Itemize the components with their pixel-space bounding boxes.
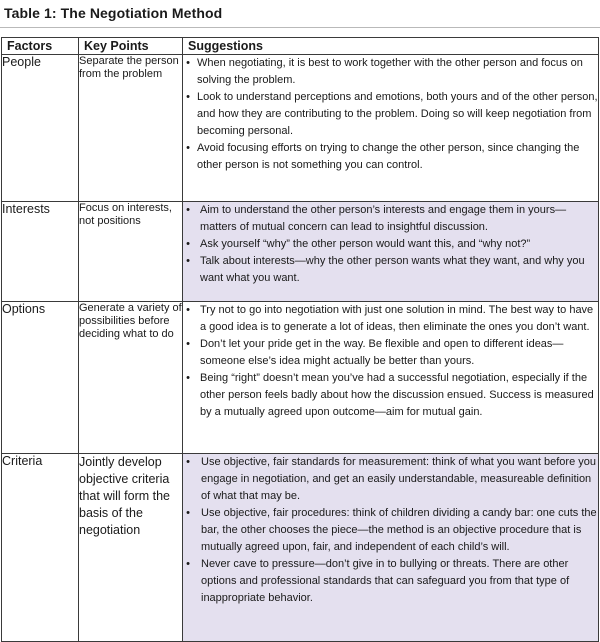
suggestion-item: [183, 89, 598, 140]
header-key-points: Key Points: [79, 38, 183, 55]
bullet-icon: •: [186, 57, 190, 69]
suggestion-item: [183, 556, 598, 607]
factor-cell: Options: [2, 302, 79, 454]
bullet-icon: •: [186, 255, 190, 267]
bullet-icon: •: [186, 304, 190, 316]
suggestion-text: Ask yourself “why” the other person would want this, and “why not?”: [200, 238, 531, 250]
bullet-icon: •: [186, 372, 190, 384]
suggestions-cell: [183, 302, 599, 454]
factor-cell: Criteria: [2, 454, 79, 642]
header-row: [2, 38, 599, 55]
suggestion-text: Aim to understand the other person’s interests and engage them in yours—matters of mutual concern can lead to insightful discussion.: [200, 204, 567, 233]
suggestion-text: Avoid focusing efforts on trying to change the other person, since changing the other person is not something you can control.: [197, 142, 580, 171]
table-row-interests: [2, 202, 599, 302]
suggestion-item: [183, 505, 598, 556]
bullet-icon: •: [186, 238, 190, 250]
suggestion-text: When negotiating, it is best to work together with the other person and focus on solving the problem.: [197, 57, 583, 86]
suggestion-text: Never cave to pressure—don’t give in to bullying or threats. There are other options and professional standards that can safeguard you from that type of inappropriate behavior.: [201, 558, 570, 604]
suggestions-cell: [183, 202, 599, 302]
bullet-icon: •: [186, 456, 190, 468]
title-divider: [0, 27, 600, 28]
suggestion-item: [183, 454, 598, 505]
suggestion-text: Talk about interests—why the other person wants what they want, and why you want what you want.: [200, 255, 585, 284]
factor-cell: People: [2, 55, 79, 202]
suggestion-text: Try not to go into negotiation with just one solution in mind. The best way to have a good idea is to generate a lot of ideas, then eliminate the ones you don’t want.: [200, 304, 594, 333]
suggestion-item: [183, 370, 598, 421]
key-point-cell: Focus on interests, not positions: [79, 202, 183, 302]
negotiation-table: [1, 37, 599, 642]
bullet-icon: •: [186, 142, 190, 154]
suggestion-item: [183, 202, 598, 236]
suggestion-item: [183, 236, 598, 253]
key-point-cell: Generate a variety of possibilities before deciding what to do: [79, 302, 183, 454]
suggestion-text: Don’t let your pride get in the way. Be flexible and open to different ideas—someone else’s idea might actually be better than yours.: [200, 338, 564, 367]
key-point-cell: Jointly develop objective criteria that will form the basis of the negotiation: [79, 454, 183, 642]
suggestion-text: Use objective, fair procedures: think of children dividing a candy bar: one cuts the bar, the other chooses the piece—the method is an objective procedure that is mutually agreed upon, fair, and independent of each child’s will.: [201, 507, 597, 553]
suggestion-text: Being “right” doesn’t mean you’ve had a successful negotiation, especially if the other person feels badly about how the discussion ensued. Success is measured by a mutually agreed upon outcome—aim for mutual gain.: [200, 372, 594, 418]
suggestion-text: Use objective, fair standards for measurement: think of what you want before you engage in negotiation, and get an easily understandable, measureable definition of what that may be.: [201, 456, 596, 502]
bullet-icon: •: [186, 558, 190, 570]
bullet-icon: •: [186, 91, 190, 103]
suggestions-cell: [183, 454, 599, 642]
suggestion-item: [183, 55, 598, 89]
bullet-icon: •: [186, 204, 190, 216]
bullet-icon: •: [186, 507, 190, 519]
key-point-cell: Separate the person from the problem: [79, 55, 183, 202]
table-row-options: [2, 302, 599, 454]
table-row-people: [2, 55, 599, 202]
suggestion-item: [183, 336, 598, 370]
header-factors: Factors: [2, 38, 79, 55]
bullet-icon: •: [186, 338, 190, 350]
suggestion-item: [183, 253, 598, 287]
header-suggestions: Suggestions: [183, 38, 599, 55]
suggestion-item: [183, 302, 598, 336]
suggestion-text: Look to understand perceptions and emotions, both yours and of the other person, and how they are contributing to the problem. Doing so will keep negotiation from becoming personal.: [197, 91, 598, 137]
table-row-criteria: [2, 454, 599, 642]
suggestions-cell: [183, 55, 599, 202]
suggestion-item: [183, 140, 598, 174]
factor-cell: Interests: [2, 202, 79, 302]
table-title: Table 1: The Negotiation Method: [4, 5, 223, 21]
